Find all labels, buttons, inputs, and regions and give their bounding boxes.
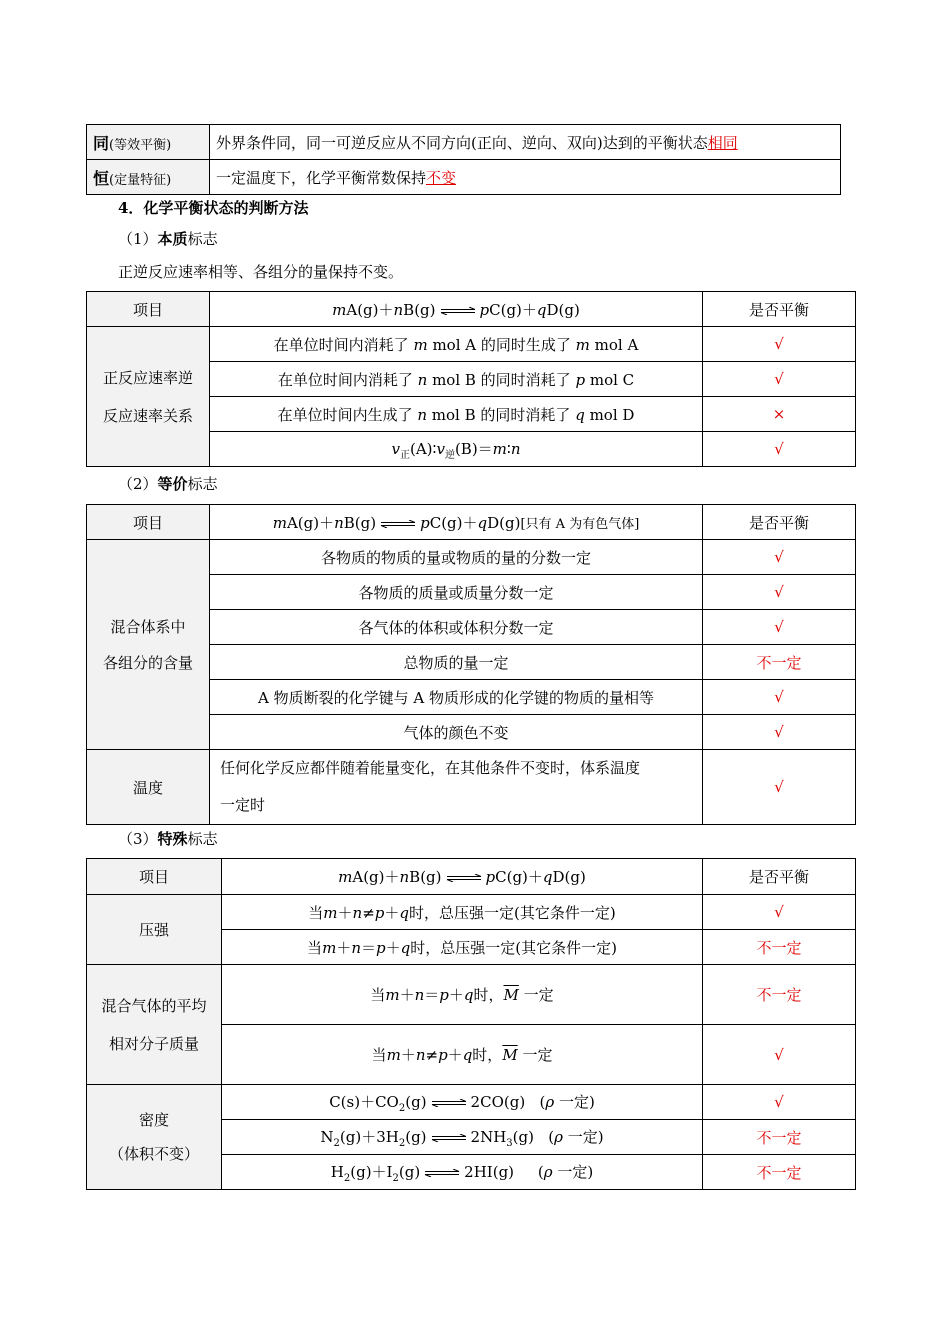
mean-molar-mass-symbol: M	[503, 986, 519, 1004]
condition-cell: 总物质的量一定	[210, 645, 703, 680]
header-equilibrium: 是否平衡	[703, 859, 856, 895]
result-cell: 不一定	[703, 1120, 856, 1155]
condition-cell: 在单位时间内消耗了 n mol B 的同时消耗了 p mol C	[210, 362, 703, 397]
condition-cell: 各气体的体积或体积分数一定	[210, 610, 703, 645]
density-label	[87, 1085, 222, 1190]
condition-cell: 各物质的质量或质量分数一定	[210, 575, 703, 610]
condition-cell: 在单位时间内生成了 n mol B 的同时消耗了 q mol D	[210, 397, 703, 432]
temperature-line: 一定时	[220, 796, 266, 814]
condition-cell: 当m＋n＝p＋q时，M 一定	[222, 965, 703, 1025]
subheading-2	[118, 473, 218, 494]
result-cell: 不一定	[703, 645, 856, 680]
result-cell: √	[703, 575, 856, 610]
feature-text: 外界条件同，同一可逆反应从不同方向(正向、逆向、双向)达到的平衡状态	[216, 133, 708, 152]
feature-text: 一定温度下，化学平衡常数保持	[216, 168, 427, 187]
result-cell: 不一定	[703, 1155, 856, 1190]
condition-cell: 当m＋n≠p＋q时，总压强一定(其它条件一定)	[222, 895, 703, 930]
result-cell: √	[703, 750, 856, 825]
subheading-bold: 特殊	[157, 830, 188, 848]
subheading-1	[118, 228, 218, 249]
header-equilibrium: 是否平衡	[703, 292, 856, 327]
feature-key: 恒	[93, 168, 110, 188]
subheading-num: （2）	[118, 475, 158, 493]
feature-highlight: 相同	[707, 133, 738, 152]
subheading-3	[118, 828, 218, 849]
density-line: 密度	[138, 1111, 169, 1129]
subheading-bold: 本质	[157, 230, 188, 248]
feature-key-note: (等效平衡)	[109, 137, 172, 153]
table-essence-criteria	[86, 291, 856, 467]
condition-cell: 当m＋n≠p＋q时，M 一定	[222, 1025, 703, 1085]
reversible-arrow-icon	[440, 307, 476, 315]
feature-key-note: (定量特征)	[109, 172, 172, 188]
reversible-arrow-icon	[424, 1169, 460, 1177]
group-label	[87, 327, 210, 467]
result-cell: √	[703, 715, 856, 750]
temperature-label: 温度	[87, 750, 210, 825]
result-cell: √	[703, 327, 856, 362]
feature-text-cell	[210, 160, 841, 195]
header-item: 项目	[87, 859, 222, 895]
result-cell: √	[703, 610, 856, 645]
density-line: （体积不变）	[108, 1145, 199, 1163]
subheading-rest: 标志	[187, 830, 218, 848]
header-reaction: mA(g)＋nB(g) pC(g)＋qD(g)	[222, 859, 703, 895]
condition-cell: 各物质的物质的量或物质的量的分数一定	[210, 540, 703, 575]
reversible-arrow-icon	[446, 874, 482, 882]
sub1-description: 正逆反应速率相等、各组分的量保持不变。	[118, 263, 404, 281]
group-label-line: 反应速率关系	[102, 406, 193, 425]
condition-cell: 当m＋n＝p＋q时，总压强一定(其它条件一定)	[222, 930, 703, 965]
feature-key: 同	[93, 133, 110, 153]
result-cell: √	[703, 362, 856, 397]
reaction-cell: $N_2(g)+3H_2(g)$ $2NH_3(g)$ (ρ 一定)	[222, 1120, 703, 1155]
subheading-num: （3）	[118, 830, 158, 848]
header-item: 项目	[87, 505, 210, 540]
group-label-line: 混合体系中	[110, 617, 186, 636]
reaction-note: [只有 A 为有色气体]	[520, 516, 640, 532]
molar-mass-label	[87, 965, 222, 1085]
feature-text-cell	[210, 125, 841, 160]
rate-ratio-cell: $v_正(A)∶v_逆(B)=m∶n$	[210, 432, 703, 467]
result-cell: √	[703, 680, 856, 715]
result-cell: ×	[703, 397, 856, 432]
reaction-cell: $C(s)+CO_2(g)$ 2CO(g) (ρ 一定)	[222, 1085, 703, 1120]
header-reaction: mA(g)＋nB(g) pC(g)＋qD(g)[只有 A 为有色气体]	[210, 505, 703, 540]
molar-mass-line: 相对分子质量	[108, 1034, 199, 1053]
result-cell: √	[703, 540, 856, 575]
header-equilibrium: 是否平衡	[703, 505, 856, 540]
pressure-label: 压强	[87, 895, 222, 965]
feature-key-cell	[87, 160, 210, 195]
temperature-line: 任何化学反应都伴随着能量变化，在其他条件不变时，体系温度	[220, 759, 641, 777]
group-label-line: 正反应速率逆	[102, 368, 193, 387]
molar-mass-line: 混合气体的平均	[101, 996, 207, 1015]
subheading-rest: 标志	[187, 475, 218, 493]
result-cell: 不一定	[703, 930, 856, 965]
section-heading: 4．化学平衡状态的判断方法	[118, 199, 309, 217]
group-label	[87, 540, 210, 750]
header-item: 项目	[87, 292, 210, 327]
result-cell: √	[703, 895, 856, 930]
reversible-arrow-icon	[380, 520, 416, 528]
reaction-cell: $H_2(g)+I_2(g)$ 2HI(g) (ρ 一定)	[222, 1155, 703, 1190]
subheading-bold: 等价	[157, 475, 188, 493]
result-cell: √	[703, 1085, 856, 1120]
table-equivalent-criteria	[86, 504, 856, 825]
condition-cell: 气体的颜色不变	[210, 715, 703, 750]
subheading-rest: 标志	[187, 230, 218, 248]
temperature-condition	[210, 750, 703, 825]
feature-highlight: 不变	[426, 168, 457, 187]
result-cell: √	[703, 1025, 856, 1085]
subheading-num: （1）	[118, 230, 158, 248]
result-cell: 不一定	[703, 965, 856, 1025]
reversible-arrow-icon	[431, 1099, 467, 1107]
condition-cell: A 物质断裂的化学键与 A 物质形成的化学键的物质的量相等	[210, 680, 703, 715]
table-special-criteria	[86, 858, 856, 1190]
condition-cell: 在单位时间内消耗了 m mol A 的同时生成了 m mol A	[210, 327, 703, 362]
group-label-line: 各组分的含量	[102, 653, 193, 672]
reversible-arrow-icon	[431, 1134, 467, 1142]
header-reaction: mA(g)＋nB(g) pC(g)＋qD(g)	[210, 292, 703, 327]
table-equilibrium-features	[86, 124, 841, 195]
mean-molar-mass-symbol: M	[502, 1046, 518, 1064]
feature-key-cell	[87, 125, 210, 160]
result-cell: √	[703, 432, 856, 467]
